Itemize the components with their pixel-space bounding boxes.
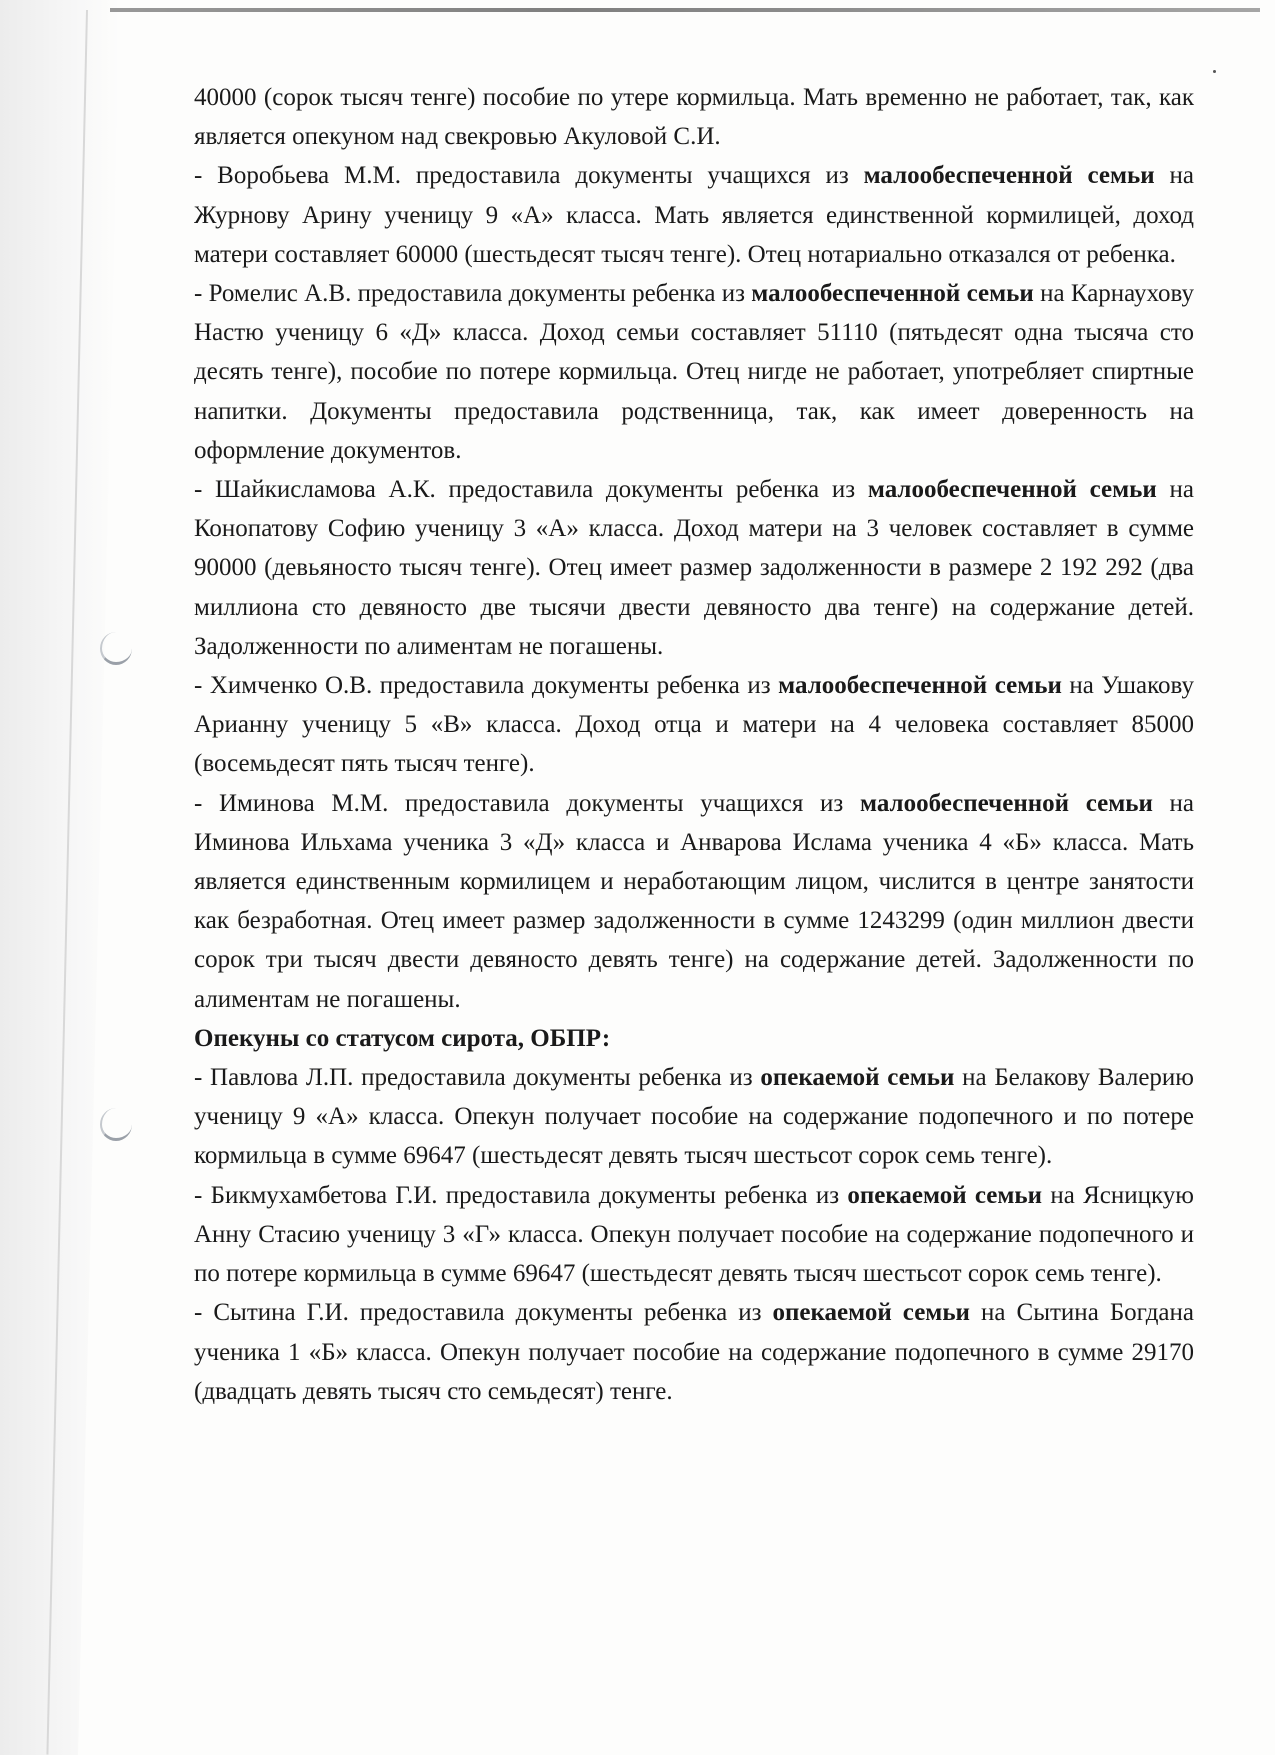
paragraph-pavlova [194, 1058, 1194, 1176]
paragraph-bikmukhambetova [194, 1176, 1194, 1294]
page-top-edge-line [110, 8, 1260, 12]
paragraph-iminova [194, 784, 1194, 1019]
text-segment: на Карнаухову Настю ученицу 6 «Д» класса. Доход семьи составляет 51110 (пятьдесят одна тысяча сто десять тенге), пособие по потере кормильца. Отец нигде не работает, употребляет спиртные напитки. Документы предоставила родственница, так, как имеет доверенность на оформление документов. [194, 280, 1194, 464]
bold-text-segment: малообеспеченной семьи [778, 672, 1062, 700]
text-segment: - Ромелис А.В. предоставила документы ребенка из [194, 280, 752, 308]
text-segment: на Конопатову Софию ученицу 3 «А» класса. Доход матери на 3 человек составляет в сумме 90000 (девьяносто тысяч тенге). Отец имеет размер задолженности в размере 2 192 292 (два миллиона сто девяносто две тысячи двести девяносто два тенге) на содержание детей. Задолженности по алиментам не погашены. [194, 476, 1194, 660]
text-segment: - Сытина Г.И. предоставила документы ребенка из [194, 1299, 773, 1327]
bold-text-segment: малообеспеченной семьи [859, 789, 1153, 817]
text-segment: - Шайкисламова А.К. предоставила документы ребенка из [194, 476, 868, 504]
paragraph-khimchenko [194, 666, 1194, 784]
scan-speck [1213, 70, 1216, 73]
document-body [194, 78, 1194, 1411]
paragraph-vorobeva [194, 156, 1194, 274]
bold-text-segment: опекаемой семьи [760, 1064, 955, 1092]
bold-text-segment: малообеспеченной семьи [863, 162, 1155, 190]
text-segment: на Сытина Богдана ученика 1 «Б» класса. Опекун получает пособие на содержание подопечного в сумме 29170 (двадцать девять тысяч сто семьдесят) тенге. [194, 1299, 1194, 1405]
text-segment: - Павлова Л.П. предоставила документы ребенка из [194, 1064, 761, 1092]
page-left-shadow [0, 0, 120, 1755]
paragraph-shaikislamova [194, 470, 1194, 666]
text-segment: 40000 (сорок тысяч тенге) пособие по утере кормильца. Мать временно не работает, так, как является опекуном над свекровью Акуловой С.И. [194, 84, 1194, 151]
bold-text-segment: опекаемой семьи [772, 1299, 970, 1327]
bold-text-segment: опекаемой семьи [847, 1181, 1043, 1209]
text-segment: на Белакову Валерию ученицу 9 «А» класса. Опекун получает пособие на содержание подопечного и по потере кормильца в сумме 69647 (шестьдесят девять тысяч шестьсот сорок семь тенге). [194, 1064, 1194, 1170]
paragraph-sytina [194, 1293, 1194, 1411]
bold-text-segment: Опекуны со статусом сирота, ОБПР: [194, 1024, 611, 1052]
punch-hole-mark [100, 1108, 132, 1141]
text-segment: на Журнову Арину ученицу 9 «А» класса. Мать является единственной кормилицей, доход матери составляет 60000 (шестьдесят тысяч тенге). Отец нотариально отказался от ребенка. [194, 162, 1194, 268]
text-segment: - Воробьева М.М. предоставила документы учащихся из [194, 162, 864, 190]
text-segment: - Химченко О.В. предоставила документы ребенка из [194, 672, 779, 700]
bold-text-segment: малообеспеченной семьи [867, 476, 1157, 504]
punch-hole-mark [100, 632, 132, 665]
bold-text-segment: малообеспеченной семьи [751, 280, 1034, 308]
text-segment: - Иминова М.М. предоставила документы учащихся из [194, 789, 860, 817]
text-segment: на Иминова Ильхама ученика 3 «Д» класса и Анварова Ислама ученика 4 «Б» класса. Мать является единственным кормилицем и неработающим лицом, числится в центре занятости как безработная. Отец имеет размер задолженности в сумме 1243299 (один миллион двести сорок три тысяч двести девяносто девять тенге) на содержание детей. Задолженности по алиментам не погашены. [194, 789, 1195, 1013]
paragraph-romelis [194, 274, 1194, 470]
text-segment: на Ясницкую Анну Стасию ученицу 3 «Г» класса. Опекун получает пособие на содержание подопечного и по потере кормильца в сумме 69647 (шестьдесят девять тысяч шестьсот сорок семь тенге). [194, 1181, 1194, 1288]
text-segment: - Бикмухамбетова Г.И. предоставила документы ребенка из [194, 1181, 848, 1209]
text-segment: на Ушакову Арианну ученицу 5 «В» класса. Доход отца и матери на 4 человека составляет 85000 (восемьдесят пять тысяч тенге). [194, 672, 1194, 778]
paragraph-intro [194, 78, 1194, 156]
section-heading [194, 1019, 1194, 1058]
